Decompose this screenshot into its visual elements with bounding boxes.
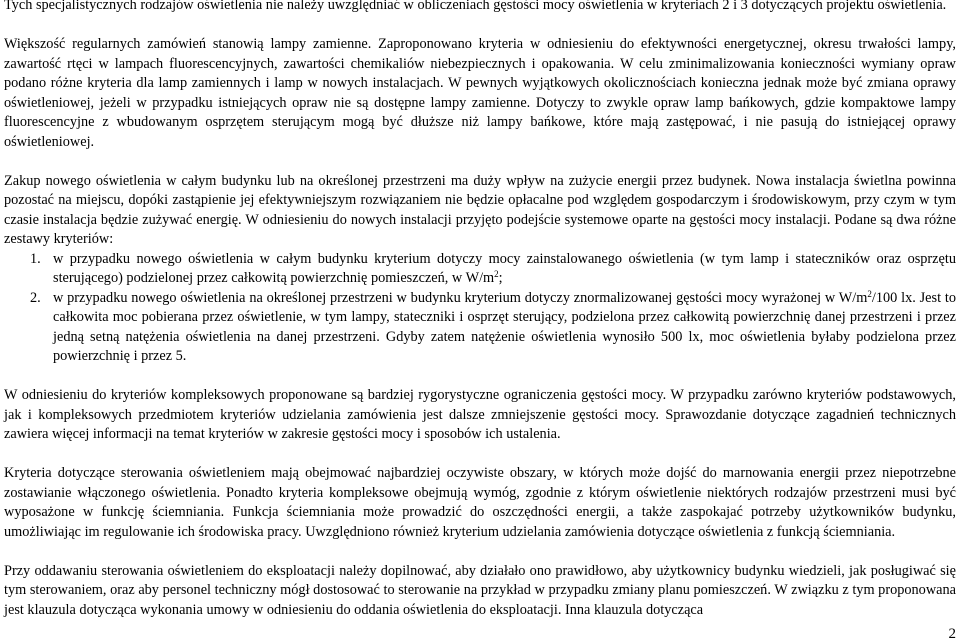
paragraph-gap — [4, 542, 956, 562]
paragraph-gap — [4, 367, 956, 387]
paragraph-gap — [4, 445, 956, 465]
list-item-text: w przypadku nowego oświetlenia w całym budynku kryterium dotyczy mocy zainstalowanego oświetlenia (w tym lamp i stateczników oraz osprzętu sterującego) podzielonej przez całkowitą powierzchnię pomieszczeń, w W/m — [53, 250, 956, 286]
page-number: 2 — [948, 626, 956, 642]
paragraph-replacement-lamps: Większość regularnych zamówień stanowią lampy zamienne. Zaproponowano kryteria w odniesieniu do efektywności energetycznej, okresu trwałości lampy, zawartość rtęci w lampach fluorescencyjnych, zawartości chemikaliów niebezpiecznych i opakowania. W celu zminimalizowania konieczności wymiany opraw podano różne kryteria dla lamp zamiennych i lamp w nowych instalacjach. W pewnych wyjątkowych okolicznościach konieczna jednak może być zmiana oprawy oświetleniowej, jeżeli w przypadku istniejących opraw nie są dostępne lampy zamienne. Dotyczy to zwykle opraw lamp bańkowych, gdzie kompaktowe lampy fluorescencyjne z wbudowanym osprzętem sterującym mogą być dłuższe niż lampy bańkowe, które mają zastępować, i nie pasują do istniejącej oprawy oświetleniowej. — [4, 36, 956, 150]
superscript: 2 — [867, 288, 872, 299]
paragraph-commissioning: Przy oddawaniu sterowania oświetleniem do eksploatacji należy dopilnować, aby działało ono prawidłowo, aby użytkownicy budynku wiedzieli, jak posługiwać się tym sterowaniem, oraz aby personel techniczny mógł dostosować to sterowanie na przykład w przypadku zmiany planu pomieszczeń. W związku z tym proponowana jest klauzula dotycząca wykonania umowy w odniesieniu do oddania oświetlenia do eksploatacji. Inna klauzula dotycząca — [4, 562, 956, 618]
list-item — [4, 250, 956, 289]
paragraph-gap — [4, 152, 956, 172]
list-item — [4, 289, 956, 367]
paragraph-gap — [4, 16, 956, 36]
list-item-text-end: /100 lx. Jest to całkowita moc pobierana przez oświetlenie, w tym lampy, stateczniki i osprzęt sterujący, podzielona przez całkowitą powierzchnię danej przestrzeni i przez jedną setną natężenia oświetlenia na danej przestrzeni. Gdyby zatem natężenie oświetlenia wynosiło 500 lx, moc oświetlenia byłaby podzielona przez powierzchnię i przez 5. — [53, 289, 956, 364]
list-item-number: 2. — [30, 289, 41, 306]
paragraph-lighting-controls: Kryteria dotyczące sterowania oświetleniem mają obejmować najbardziej oczywiste obszary, w których może dojść do marnowania energii przez niepotrzebne zostawianie włączonego oświetlenia. Ponadto kryteria kompleksowe obejmują wymóg, zgodnie z którym oświetlenie niektórych rodzajów przestrzeni musi być wyposażone w funkcję ściemniania. Funkcja ściemniania może prowadzić do oszczędności energii, a także zaspokajać potrzeby użytkowników budynku, umożliwiając im regulowanie ich środowiska pracy. Uwzględniono również kryterium udzielania zamówienia dotyczące oświetlenia z funkcją ściemniania. — [4, 465, 956, 540]
superscript: 2 — [494, 269, 499, 279]
paragraph-new-installations: Zakup nowego oświetlenia w całym budynku lub na określonej przestrzeni ma duży wpływ na zużycie energii przez budynek. Nowa instalacja świetlna powinna pozostać na miejscu, dopóki zastąpienie jej efektywniejszym rozwiązaniem nie będzie opłacalne pod względem gospodarczym i środowiskowym, przy czym w tym czasie instalacja będzie zużywać energię. W odniesieniu do nowych instalacji przyjęto podejście systemowe oparte na gęstości mocy instalacji. Podane są dwa różne zestawy kryteriów: — [4, 172, 956, 247]
list-item-number: 1. — [30, 250, 41, 267]
list-item-text: w przypadku nowego oświetlenia na określonej przestrzeni w budynku kryterium dotyczy znormalizowanej gęstości mocy wyrażonej w W/m — [53, 289, 868, 306]
list-item-text-end: ; — [498, 270, 503, 286]
paragraph-specialist-lighting: Tych specjalistycznych rodzajów oświetlenia nie należy uwzględniać w obliczeniach gęstości mocy oświetlenia w kryteriach 2 i 3 dotyczących projektu oświetlenia. — [4, 0, 947, 13]
criteria-list — [4, 250, 956, 367]
paragraph-comprehensive-criteria: W odniesieniu do kryteriów kompleksowych proponowane są bardziej rygorystyczne ograniczenia gęstości mocy. W przypadku zarówno kryteriów podstawowych, jak i kompleksowych przedmiotem kryteriów udzielania zamówienia jest dalsze zmniejszenie gęstości mocy. Sprawozdanie dotyczące zagadnień technicznych zawiera więcej informacji na temat kryteriów w zakresie gęstości mocy i sposobów ich ustalenia. — [4, 387, 956, 442]
